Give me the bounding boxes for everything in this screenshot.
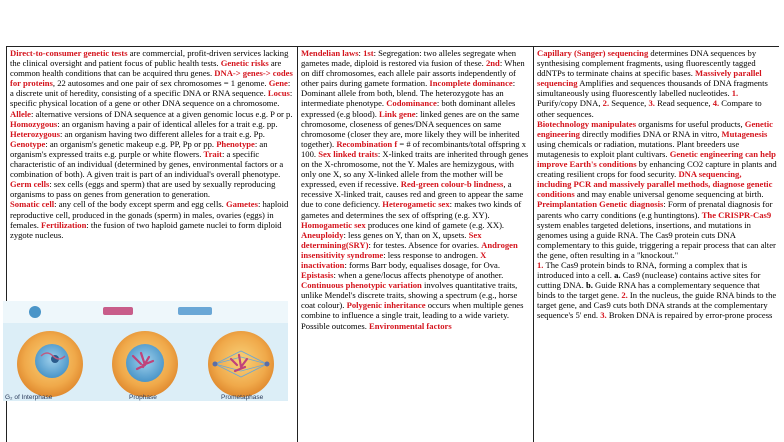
term-heading: Genetic engineering [537, 118, 773, 139]
body-text: : sex cells (eggs and sperm) that are used by sexually reproducing organisms to pass on genes from generation to generation. [10, 179, 276, 200]
paragraph [10, 48, 295, 199]
body-text: : an organism's expressed traits e.g. purple or white flowers. [10, 138, 268, 159]
term-heading: Continuous phenotypic variation [301, 280, 422, 291]
term-heading: Sex linked traits [318, 148, 378, 159]
column-2 [298, 47, 534, 442]
term-heading: 1. [537, 259, 544, 270]
body-text: Compare to other sequences. [537, 98, 762, 119]
body-text: using chemicals or radiation, mutations. Plant breeders use mutagenesis to exploit plant cultivars. [537, 138, 740, 159]
step-label: b. [585, 280, 593, 291]
body-text: : an organism's genetic makeup e.g. PP, Pp or pp. [45, 138, 217, 149]
paragraph [301, 48, 531, 331]
term-heading: 2nd [485, 58, 500, 69]
body-text: system enables targeted deletions, insertions, and mutations in genomes using a guide RNA. The Cas9 protein cuts DNA complementary to this guide, triggering a repair process that can alter the gene, often resulting in a "knockout." [537, 219, 776, 260]
term-heading: Direct-to-consumer genetic tests [10, 48, 128, 58]
column-3 [534, 47, 779, 442]
body-text: The Cas9 protein binds to RNA, forming a complex that is introduced into a cell. [537, 259, 748, 281]
panel-label-prophase: Prophase [129, 394, 157, 401]
term-heading: Locus [267, 88, 290, 99]
panel-label-interphase: G₂ of Interphase [5, 394, 53, 401]
body-text: are commercial, profit-driven services lacking the clinical oversight and patient focus of public health tests. [10, 48, 289, 69]
term-heading: Link gene [379, 108, 416, 119]
body-text: : [358, 48, 364, 58]
term-heading: Polygenic inheritance [346, 300, 426, 311]
body-text: : alternative versions of DNA sequence at a given genomic locus e.g. P or p. [31, 108, 293, 119]
term-heading: 1. [731, 88, 739, 99]
body-text: : less genes on Y, than on X, upsets. [343, 229, 469, 240]
body-text: : X-linked traits are inherited through genes on the X-chromosome, not the Y. Males are hemizygous, with only one X, so any X-linked allele from the mother will be expressed, even if recessive. [301, 148, 529, 190]
body-text: In the nucleus, the guide RNA binds to the target gene, and Cas9 cuts both DNA strands at the complementary sequence's 5' end. [537, 290, 777, 321]
term-heading: X inactivation [301, 249, 487, 270]
term-heading: Biotechnology manipulates [537, 118, 637, 129]
term-heading: Red-green colour-b lindness [400, 179, 504, 190]
body-text: Amplifies and sequences thousands of DNA fragments simultaneously using fluorescently labelled nucleotides. [537, 78, 768, 99]
body-text: : the fusion of two haploid gamete nuclei to form diploid zygote nucleus. [10, 219, 282, 240]
term-heading: Environmental factors [369, 320, 452, 331]
legend-chromosome-icon [103, 307, 133, 315]
term-heading: Androgen insensitivity syndrome [301, 239, 518, 260]
mitosis-figure [3, 301, 288, 401]
term-heading: Epistasis [301, 270, 334, 281]
term-heading: 3. [600, 310, 607, 321]
paragraph [10, 199, 295, 239]
body-text: Guide RNA has a complementary sequence that binds to the target gene. [537, 280, 760, 301]
term-heading: Preimplantation Genetic diagnosis [537, 199, 664, 210]
body-text: organisms for useful products, [636, 118, 745, 129]
paragraph [537, 260, 777, 321]
term-heading: Germ cells [10, 179, 50, 190]
body-text: Read sequence, [654, 98, 713, 109]
term-heading: Heterozygous [10, 128, 60, 139]
term-heading: Sex determining(SRY) [301, 229, 482, 250]
term-heading: Genetic engineering can help improve Earth's conditions [537, 148, 776, 170]
body-text: involves quantitative traits, unlike Mendel's discrete traits, showing a spectrum (e.g., horse coat colour). [301, 280, 518, 311]
term-heading: Phenotype [216, 138, 255, 149]
term-heading: Gametes [225, 199, 258, 210]
term-heading: 4. [712, 98, 720, 109]
term-heading: DNA sequencing, including PCR and massively parallel methods, diagnose genetic conditions [537, 169, 773, 200]
paragraph [537, 119, 777, 200]
body-text: : haploid reproductive cell, produced in the gonads (sperm) in males, ovaries (eggs) in females. [10, 199, 289, 230]
body-text: and may enable universal genome sequencing at birth. [574, 189, 764, 200]
body-text: produces one kind of gamete (e.g. XX). [365, 219, 505, 230]
term-heading: Heterogametic sex [382, 199, 450, 210]
body-text: Cas9 (nuclease) contains active sites for cutting DNA. [537, 270, 761, 291]
body-text: by enhancing CO2 capture in plants and creating resilient crops for food security. [537, 159, 777, 180]
body-text: : Segregation: two alleles segregate when gametes made, diploid is restored via fusion of these. [301, 48, 517, 69]
legend-nucleus-icon [29, 306, 41, 318]
term-heading: Homozygous [10, 118, 58, 129]
body-text: : for testes. Absence for ovaries. [368, 239, 482, 250]
body-text: : an organism having two different alleles for a trait e.g. Pp. [59, 128, 265, 139]
body-text: : an organism having a pair of identical alleles for a trait e.g. pp. [57, 118, 278, 129]
step-label: a. [614, 270, 621, 281]
term-heading: Somatic cell [10, 199, 55, 210]
term-heading: Genetic risks [220, 58, 269, 69]
legend-spindle-icon [178, 307, 212, 315]
term-heading: Codominance [386, 98, 437, 109]
term-heading: Fertilization [41, 219, 87, 230]
body-text: : a discrete unit of heredity, consisting of a specific DNA or RNA sequence. [10, 78, 291, 99]
body-text: directly modifies DNA or RNA in vitro, [579, 128, 722, 139]
term-heading: Mendelian laws [301, 48, 359, 58]
body-text: are common health conditions that can be acquired thru genes. [10, 58, 282, 79]
term-heading: Recombination f [336, 138, 398, 149]
body-text: Sequence, [609, 98, 649, 109]
term-heading: Incomplete dominance [429, 78, 513, 89]
body-text: , a recessive X-linked trait, causes red and green to appear the same due to cone deficiency. [301, 179, 524, 210]
body-text: : forms Barr body, equalises dosage, for Ova. [344, 259, 500, 270]
term-heading: 3. [648, 98, 655, 109]
term-heading: Allele [10, 108, 31, 119]
term-heading: The CRISPR-Cas9 [701, 209, 772, 220]
body-text: : Dominant allele from both, blend. The heterozygote has an intermediate phenotype. [301, 78, 516, 109]
body-text: Purify/copy DNA, [537, 98, 603, 109]
body-text: : linked genes are on the same chromosome, closeness of genes/DNA sequences on same chromosome (closer they are, more likely they will be inherited together). [301, 108, 520, 149]
body-text: : a specific characteristic of an individual (determined by genes, environmental factors or a combination of both). A given trait is part of an individual's overall phenotype. [10, 148, 284, 180]
term-heading: Mutagenesis [721, 128, 768, 139]
body-text: : any cell of the body except sperm and egg cells. [54, 199, 226, 210]
body-text: : specific physical location of a gene or other DNA sequence on a chromosome. [10, 88, 293, 109]
body-text: : When on diff chromosomes, each allele pair assorts independently of other pairs during gamete formation. [301, 58, 525, 89]
paragraph [537, 48, 777, 119]
body-text: : Form of prenatal diagnosis for parents who carry conditions (e.g huntingtons). [537, 199, 773, 220]
body-text: occurs when multiple genes combine to influence a single trait, leading to a wide variety. Possible outcomes. [301, 300, 524, 331]
body-text: : less response to androgen. [383, 249, 481, 260]
term-heading: 2. [621, 290, 628, 301]
term-heading: DNA-> genes-> codes for proteins [10, 68, 293, 89]
body-text: Broken DNA is repaired by error-prone process [606, 310, 773, 321]
body-text: determines DNA sequences by synthesising complement fragments, using fluorescently tagged ddNTPs to terminate chains at specific bases. [537, 48, 757, 79]
term-heading: Massively parallel sequencing [537, 68, 762, 89]
term-heading: Homogametic sex [301, 219, 366, 230]
body-text: = # of recombinants/total offspring x 100. [301, 138, 527, 159]
body-text: , 22 autosomes and one pair of sex chromosomes = 1 genome. [52, 78, 269, 89]
paragraph [537, 199, 777, 260]
term-heading: Genotype [10, 138, 46, 149]
term-heading: Gene [268, 78, 288, 89]
term-heading: Capillary (Sanger) sequencing [537, 48, 649, 58]
term-heading: Trait [203, 148, 222, 159]
body-text: : when a gene/locus affects phenotype of another. [333, 270, 504, 281]
body-text: : both dominant alleles expressed (e.g blood). [301, 98, 516, 119]
body-text: : makes two kinds of gametes and determines the sex of offspring (e.g. XY). [301, 199, 522, 220]
term-heading: 1st [363, 48, 374, 58]
term-heading: Aneuploidy [301, 229, 344, 240]
panel-label-prometaphase: Prometaphase [221, 394, 264, 401]
term-heading: 2. [602, 98, 610, 109]
